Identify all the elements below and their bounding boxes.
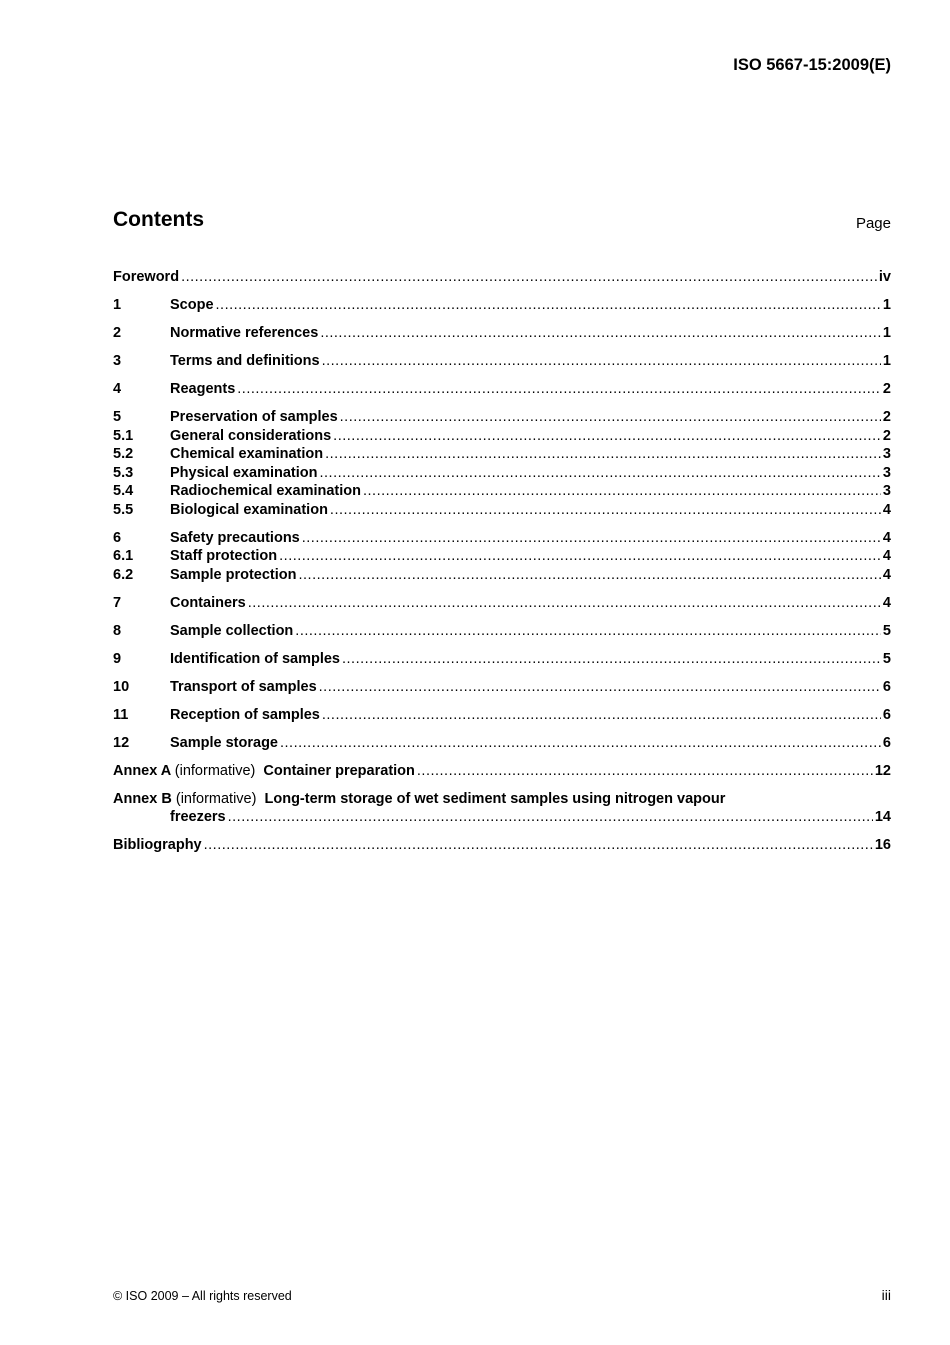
annex-b-page: 14 bbox=[874, 809, 891, 825]
toc-entry[interactable] bbox=[113, 427, 891, 446]
toc-entry-number: 6.1 bbox=[113, 548, 134, 564]
toc-entry-title: Transport of samples bbox=[170, 678, 317, 695]
toc-entry[interactable] bbox=[113, 482, 891, 501]
annex-a-label: Annex A bbox=[113, 762, 171, 779]
bibliography-page: 16 bbox=[874, 837, 891, 853]
dot-leader bbox=[417, 762, 873, 781]
toc-entry-page: 5 bbox=[882, 650, 891, 667]
toc-entry-title: Foreword bbox=[113, 269, 180, 285]
toc-entry-page: 4 bbox=[882, 548, 891, 564]
toc-entry-page: 2 bbox=[882, 409, 891, 425]
toc-entry-title: Physical examination bbox=[170, 464, 318, 481]
annex-a-page: 12 bbox=[874, 762, 891, 779]
toc-entry-number: 5.3 bbox=[113, 464, 134, 481]
toc-entry-page: 3 bbox=[882, 483, 891, 499]
toc-entry[interactable] bbox=[113, 324, 891, 343]
annex-b-label: Annex B bbox=[113, 790, 172, 807]
toc-entry-page: 3 bbox=[882, 464, 891, 481]
annex-b-title-line2: freezers bbox=[170, 809, 226, 825]
page-column-label: Page bbox=[855, 215, 891, 232]
toc-entry-page: 1 bbox=[882, 353, 891, 369]
toc-entry-title: Biological examination bbox=[170, 501, 328, 518]
toc-entry[interactable] bbox=[113, 547, 891, 566]
toc-entry-page: 2 bbox=[882, 427, 891, 444]
toc-entry-title: Radiochemical examination bbox=[170, 483, 361, 499]
annex-a-type: (informative) bbox=[174, 762, 256, 779]
dot-leader bbox=[237, 380, 881, 399]
dot-leader bbox=[302, 529, 881, 548]
toc-entry[interactable] bbox=[113, 501, 891, 520]
annex-b-title-line1: Long-term storage of wet sediment samples using nitrogen vapour bbox=[264, 790, 726, 807]
toc-entry-number: 5.2 bbox=[113, 446, 134, 462]
toc-entry-page: 6 bbox=[882, 734, 891, 751]
toc-entry-page: 4 bbox=[882, 529, 891, 546]
toc-entry-number: 7 bbox=[113, 594, 122, 611]
toc-entry-number: 11 bbox=[113, 706, 129, 723]
toc-entry-page: 4 bbox=[882, 594, 891, 611]
dot-leader bbox=[330, 501, 881, 520]
footer-page-number: iii bbox=[881, 1287, 891, 1303]
toc-entry-page: 2 bbox=[882, 381, 891, 397]
toc-entry-page: 4 bbox=[882, 566, 891, 583]
toc-entry-page: 4 bbox=[882, 501, 891, 518]
toc-entry-page: 6 bbox=[882, 678, 891, 695]
toc-entry[interactable] bbox=[113, 268, 891, 287]
toc-entry-number: 4 bbox=[113, 381, 122, 397]
annex-a-title: Container preparation bbox=[263, 762, 415, 779]
toc-entry-page: iv bbox=[878, 269, 891, 285]
footer-copyright: © ISO 2009 – All rights reserved bbox=[113, 1289, 292, 1303]
toc-entry-number: 10 bbox=[113, 678, 130, 695]
toc-entry[interactable] bbox=[113, 566, 891, 585]
dot-leader bbox=[181, 268, 877, 287]
toc-entry-title: Sample storage bbox=[170, 734, 278, 751]
toc-entry[interactable] bbox=[113, 529, 891, 548]
toc-entry[interactable] bbox=[113, 622, 891, 641]
contents-heading: Contents bbox=[113, 208, 204, 231]
dot-leader bbox=[322, 706, 881, 725]
toc-entry-title: Terms and definitions bbox=[170, 353, 320, 369]
toc-entry-title: Scope bbox=[170, 297, 214, 313]
toc-entry-title: Reagents bbox=[170, 381, 236, 397]
dot-leader bbox=[320, 324, 881, 343]
toc-entry[interactable] bbox=[113, 380, 891, 399]
toc-entry-title: Sample collection bbox=[170, 622, 294, 639]
bibliography-title: Bibliography bbox=[113, 837, 202, 853]
dot-leader bbox=[333, 427, 881, 446]
toc-entry[interactable] bbox=[113, 352, 891, 371]
toc-entry-number: 2 bbox=[113, 325, 122, 341]
toc-entry-number: 1 bbox=[113, 297, 122, 313]
dot-leader bbox=[322, 352, 881, 371]
dot-leader bbox=[279, 547, 881, 566]
toc-entry[interactable] bbox=[113, 464, 891, 483]
toc-entry[interactable] bbox=[113, 445, 891, 464]
toc-entry-page: 1 bbox=[882, 325, 891, 341]
toc-entry-title: Reception of samples bbox=[170, 706, 320, 723]
toc-entry-number: 5.5 bbox=[113, 501, 134, 518]
toc-entry-title: Safety precautions bbox=[170, 529, 300, 546]
toc-entry-page: 5 bbox=[882, 622, 891, 639]
toc-entry-number: 12 bbox=[113, 734, 130, 751]
toc-entry-title: Preservation of samples bbox=[170, 409, 338, 425]
document-id: ISO 5667-15:2009(E) bbox=[733, 56, 891, 74]
toc-entry-title: Identification of samples bbox=[170, 650, 340, 667]
dot-leader bbox=[319, 678, 881, 697]
toc-entry-title: General considerations bbox=[170, 427, 332, 444]
dot-leader bbox=[228, 808, 873, 827]
toc-entry-annex-b[interactable] bbox=[113, 790, 891, 827]
toc-entry-number: 5.1 bbox=[113, 427, 134, 444]
table-of-contents bbox=[113, 268, 891, 855]
toc-entry-number: 9 bbox=[113, 650, 122, 667]
toc-entry-page: 1 bbox=[882, 297, 891, 313]
toc-entry-number: 5.4 bbox=[113, 483, 134, 499]
toc-entry[interactable] bbox=[113, 408, 891, 427]
dot-leader bbox=[280, 734, 881, 753]
toc-entry[interactable] bbox=[113, 594, 891, 613]
toc-entry-number: 8 bbox=[113, 622, 122, 639]
toc-entry[interactable] bbox=[113, 734, 891, 753]
dot-leader bbox=[216, 296, 881, 315]
toc-entry[interactable] bbox=[113, 296, 891, 315]
toc-entry-number: 5 bbox=[113, 409, 122, 425]
toc-entry-title: Chemical examination bbox=[170, 446, 324, 462]
toc-entry-bibliography[interactable] bbox=[113, 836, 891, 855]
toc-entry-number: 6 bbox=[113, 529, 122, 546]
toc-entry-title: Staff protection bbox=[170, 548, 278, 564]
toc-entry-title: Sample protection bbox=[170, 566, 297, 583]
toc-entry[interactable] bbox=[113, 706, 891, 725]
dot-leader bbox=[248, 594, 881, 613]
toc-entry-page: 3 bbox=[882, 446, 891, 462]
toc-entry-title: Normative references bbox=[170, 325, 319, 341]
dot-leader bbox=[204, 836, 873, 855]
dot-leader bbox=[299, 566, 881, 585]
toc-entry[interactable] bbox=[113, 650, 891, 669]
dot-leader bbox=[363, 482, 881, 501]
dot-leader bbox=[340, 408, 881, 427]
toc-entry-title: Containers bbox=[170, 594, 246, 611]
annex-b-type: (informative) bbox=[175, 790, 257, 807]
dot-leader bbox=[325, 445, 881, 464]
toc-entry-annex-a[interactable] bbox=[113, 762, 891, 781]
toc-entry-page: 6 bbox=[882, 706, 891, 723]
dot-leader bbox=[295, 622, 881, 641]
dot-leader bbox=[319, 464, 880, 483]
dot-leader bbox=[342, 650, 881, 669]
toc-entry[interactable] bbox=[113, 678, 891, 697]
toc-entry-number: 6.2 bbox=[113, 566, 134, 583]
toc-entry-number: 3 bbox=[113, 353, 122, 369]
